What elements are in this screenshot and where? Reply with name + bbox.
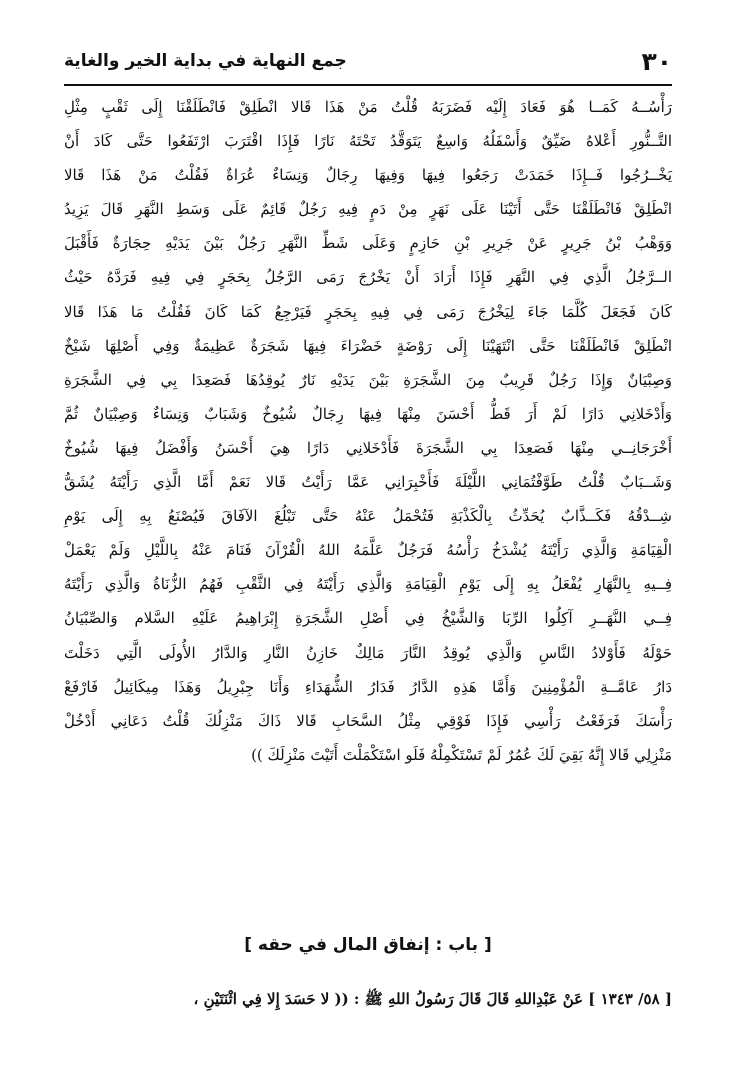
text-line: وَشَــبَابٌ قُلْتُ طَوَّفْتُمَانِي اللَّيْلَةَ فَأَخْبِرَانِي عَمَّا رَأَيْتُ قَالا نَعَمْ أَمَّا الَّذِي رَأَيْتَهُ يُشَقُّ <box>64 473 672 492</box>
text-line: يَخْــرُجُوا فَــإِذَا خَمَدَتْ رَجَعُوا فِيهَا وَفِيهَا رِجَالٌ وَنِسَاءٌ عُرَاةٌ فَقُلْتُ مَنْ هَذَا قَالا <box>64 166 672 185</box>
text-line: دَارُ عَامَّــةِ الْمُؤْمِنِينَ وَأَمَّا هَذِهِ الدَّارُ فَدَارُ الشُّهَدَاءِ وَأَنَا جِبْرِيلُ وَهَذَا مِيكَائِيلُ فَارْفَعْ <box>64 677 672 696</box>
text-line: الــرَّجُلُ الَّذِي فِي النَّهَرِ فَإِذَا أَرَادَ أَنْ يَخْرُجَ رَمَى الرَّجُلُ بِحَجَرٍ فِي فِيهِ فَرَدَّهُ حَيْثُ <box>64 268 672 287</box>
header-divider <box>64 84 672 86</box>
hadith-opening-line: [ ٥٨/ ١٣٤٣ ] عَنْ عَبْدِاللهِ قَالَ قَالَ رَسُولُ اللهِ ﷺ : (( لا حَسَدَ إِلا فِي اثْنَتَيْنِ ، <box>193 990 672 1008</box>
page-header <box>64 40 672 82</box>
text-line: رَأْسَكَ فَرَفَعْتُ رَأْسِي فَإِذَا فَوْقِي مِثْلُ السَّحَابِ قَالا ذَاكَ مَنْزِلُكَ قُلْتُ دَعَانِي أَدْخُلْ <box>64 711 672 730</box>
page-number: ٣٠ <box>641 46 672 76</box>
section-heading: [ باب : إنفاق المال في حقه ] <box>244 935 492 955</box>
text-line: فِــيهِ بِالنَّهَارِ يُفْعَلُ بِهِ إِلَى يَوْمِ الْقِيَامَةِ وَالَّذِي رَأَيْتَهُ فِي الثَّقْبِ فَهُمُ الزُّنَاةُ وَالَّذِي رَأَيْتَهُ <box>64 575 672 594</box>
text-line: وَأَدْخَلانِي دَارًا لَمْ أَرَ قَطُّ أَحْسَنَ مِنْهَا فِيهَا رِجَالٌ شُيُوخٌ وَشَبَابٌ وَنِسَاءٌ وَصِبْيَانٌ ثُمَّ <box>64 404 672 423</box>
text-line: كَانَ فَجَعَلَ كُلَّمَا جَاءَ لِيَخْرُجَ رَمَى فِي فِيهِ بِحَجَرٍ فَيَرْجِعُ كَمَا كَانَ فَقُلْتُ مَا هَذَا قَالا <box>64 302 672 321</box>
text-line: التَّــنُّورِ أَعْلاهُ ضَيِّقٌ وَأَسْفَلُهُ وَاسِعٌ يَتَوَقَّدُ تَحْتَهُ نَارًا فَإِذَا اقْتَرَبَ ارْتَفَعُوا حَتَّى كَادَ أَنْ <box>64 132 672 151</box>
text-line: وَصِبْيَانٌ وَإِذَا رَجُلٌ قَرِيبٌ مِنَ الشَّجَرَةِ بَيْنَ يَدَيْهِ نَارٌ يُوقِدُهَا فَصَعِدَا بِي فِي الشَّجَرَةِ <box>64 370 672 389</box>
text-line: حَوْلَهُ فَأَوْلادُ النَّاسِ وَالَّذِي يُوقِدُ النَّارَ مَالِكٌ خَازِنُ النَّارِ وَالدَّارُ الأُولَى الَّتِي دَخَلْتَ <box>64 643 672 662</box>
text-line: وَوَهْبُ بْنُ جَرِيرٍ عَنْ جَرِيرِ بْنِ حَازِمٍ وَعَلَى شَطِّ النَّهَرِ رَجُلٌ بَيْنَ يَدَيْهِ حِجَارَةٌ فَأَقْبَلَ <box>64 234 672 253</box>
text-line: رَأْسُــهُ كَمَــا هُوَ فَعَادَ إِلَيْه فَضَرَبَهُ قُلْتُ مَنْ هَذَا قَالا انْطَلِقْ فَانْطَلَقْنَا إِلَى ثَقْبٍ مِثْلِ <box>64 98 672 116</box>
text-line: أَخْرَجَانِــي مِنْهَا فَصَعِدَا بِي الشَّجَرَةَ فَأَدْخَلانِي دَارًا هِيَ أَحْسَنُ وَأَفْضَلُ فِيهَا شُيُوخٌ <box>64 438 672 457</box>
running-title: جمع النهاية في بداية الخير والغاية <box>64 51 347 71</box>
text-line: شِــدْقُهُ فَكَــذَّابٌ يُحَدِّثُ بِالْكَذْبَةِ فَتُحْمَلُ عَنْهُ حَتَّى تَبْلُغَ الآفَاقَ فَيُصْنَعُ بِهِ إِلَى يَوْمِ <box>64 507 672 526</box>
text-line: انْطَلِقْ فَانْطَلَقْنَا حَتَّى انْتَهَيْنَا إِلَى رَوْضَةٍ خَضْرَاءَ فِيهَا شَجَرَةٌ عَظِيمَةٌ وَفِي أَصْلِهَا شَيْخٌ <box>64 336 672 355</box>
hadith-body-text <box>64 90 672 772</box>
text-line: انْطَلِقْ فَانْطَلَقْنَا حَتَّى أَتَيْنَا عَلَى نَهَرٍ مِنْ دَمٍ فِيهِ رَجُلٌ قَائِمٌ عَلَى وَسَطِ النَّهَرِ قَالَ يَزِيدُ <box>64 200 672 219</box>
text-line: فِــي النَّهَــرِ آكِلُوا الرِّبَا وَالشَّيْخُ فِي أَصْلِ الشَّجَرَةِ إِبْرَاهِيمُ عَلَيْهِ السَّلام وَالصِّبْيَانُ <box>64 609 672 628</box>
text-line: مَنْزِلِي قَالا إِنَّهُ بَقِيَ لَكَ عُمُرٌ لَمْ تَسْتَكْمِلْهُ فَلَو اسْتَكْمَلْتَ أَتَيْتَ مَنْزِلَكَ )) <box>251 745 672 764</box>
text-line: الْقِيَامَةِ وَالَّذِي رَأَيْتَهُ يُشْدَخُ رَأْسُهُ فَرَجُلٌ عَلَّمَهُ اللهُ الْقُرْآنَ فَنَامَ عَنْهُ بِاللَّيْلِ وَلَمْ يَعْمَلْ <box>64 541 672 560</box>
